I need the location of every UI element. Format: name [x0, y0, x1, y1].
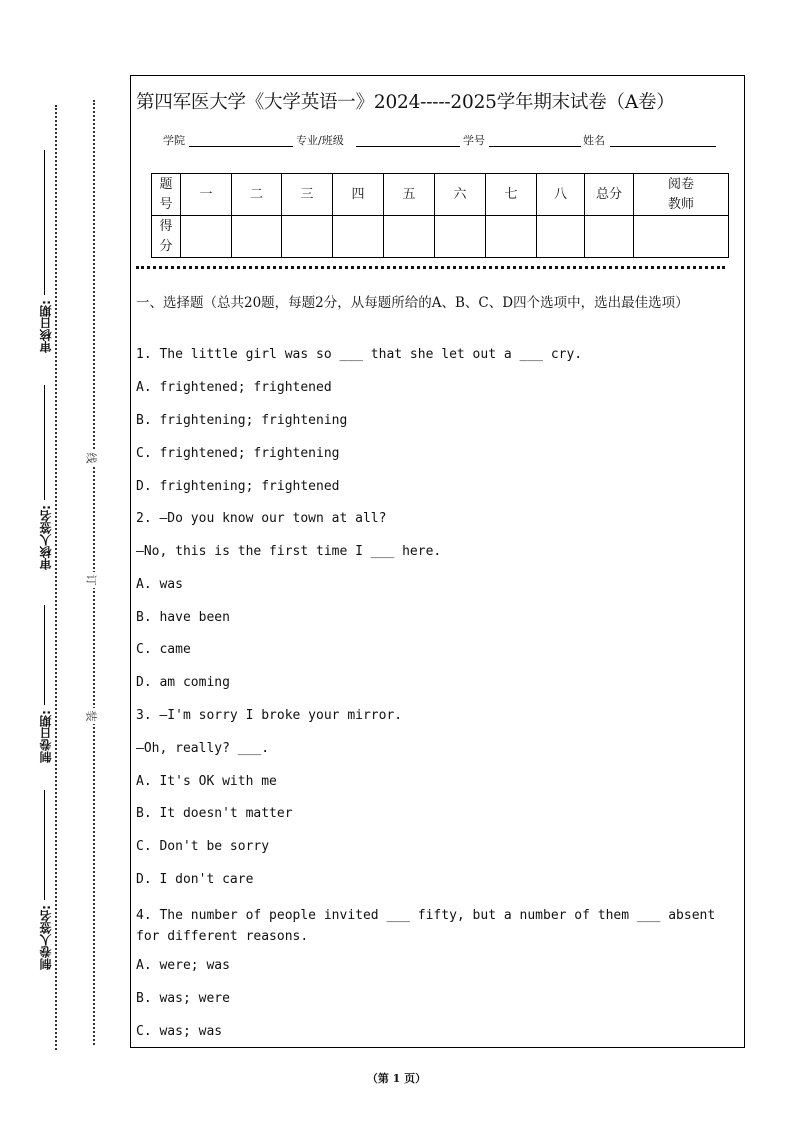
q4-option-b[interactable]: B. was; were — [136, 991, 230, 1006]
major-field[interactable] — [356, 146, 460, 147]
q4-option-a[interactable]: A. were; was — [136, 958, 230, 973]
q2-option-a[interactable]: A. was — [136, 577, 183, 592]
review-date-label: 审核日期: — [39, 300, 53, 353]
col-8: 八 — [537, 174, 585, 216]
q2-option-d[interactable]: D. am coming — [136, 675, 230, 690]
binding-char-staple: 订 — [86, 572, 97, 588]
score-cell-8[interactable] — [537, 216, 585, 258]
col-4: 四 — [333, 174, 384, 216]
q3-option-a[interactable]: A. It's OK with me — [136, 774, 277, 789]
score-cell-7[interactable] — [486, 216, 537, 258]
name-field[interactable] — [610, 146, 716, 147]
exam-title: 第四军医大学《大学英语一》2024-----2025学年期末试卷（A卷） — [136, 92, 675, 113]
q1-option-c[interactable]: C. frightened; frightening — [136, 446, 340, 461]
major-label: 专业/班级 — [296, 134, 344, 147]
col-2: 二 — [232, 174, 282, 216]
score-cell-5[interactable] — [384, 216, 435, 258]
score-table — [151, 173, 729, 258]
q1-stem: 1. The little girl was so ___ that she let out a ___ cry. — [136, 347, 583, 362]
maker-sign-label: 制卷人签名: — [39, 905, 53, 970]
col-6: 六 — [435, 174, 486, 216]
row-label-question-no: 题号 — [152, 174, 181, 216]
student-id-label: 学号 — [463, 134, 485, 147]
reviewer-sign-label: 审核人签名: — [39, 505, 53, 570]
separator-dots — [136, 266, 725, 269]
q3-stem-reply: —Oh, really? ___. — [136, 741, 270, 756]
q4-option-c[interactable]: C. was; was — [136, 1024, 223, 1039]
col-5: 五 — [384, 174, 435, 216]
binding-char-line: 线 — [86, 450, 97, 466]
score-cell-6[interactable] — [435, 216, 486, 258]
college-label: 学院 — [163, 134, 185, 147]
row-label-score: 得分 — [152, 216, 181, 258]
q2-option-c[interactable]: C. came — [136, 642, 191, 657]
score-cell-total[interactable] — [585, 216, 634, 258]
name-label: 姓名 — [583, 134, 605, 147]
score-cell-1[interactable] — [181, 216, 232, 258]
q1-option-b[interactable]: B. frightening; frightening — [136, 413, 348, 428]
q3-option-b[interactable]: B. It doesn't matter — [136, 806, 293, 821]
score-cell-4[interactable] — [333, 216, 384, 258]
q3-option-c[interactable]: C. Don't be sorry — [136, 839, 270, 854]
section-heading: 一、选择题（总共20题，每题2分，从每题所给的A、B、C、D四个选项中，选出最佳选项） — [136, 295, 689, 311]
reviewer-sign-line — [44, 385, 45, 500]
page-number: （第 1 页） — [366, 1072, 427, 1085]
score-cell-grader[interactable] — [634, 216, 729, 258]
q2-stem-reply: —No, this is the first time I ___ here. — [136, 544, 442, 559]
score-cell-2[interactable] — [232, 216, 282, 258]
col-7: 七 — [486, 174, 537, 216]
q3-option-d[interactable]: D. I don't care — [136, 872, 254, 887]
col-total: 总分 — [585, 174, 634, 216]
q2-stem: 2. —Do you know our town at all? — [136, 511, 387, 526]
binding-char-bind: 装 — [86, 708, 97, 724]
q1-option-a[interactable]: A. frightened; frightened — [136, 380, 332, 395]
college-field[interactable] — [189, 146, 293, 147]
student-id-field[interactable] — [489, 146, 581, 147]
col-grader: 阅卷教师 — [634, 174, 729, 216]
make-date-line — [44, 605, 45, 705]
q1-option-d[interactable]: D. frightening; frightened — [136, 479, 340, 494]
maker-sign-line — [44, 790, 45, 900]
score-cell-3[interactable] — [282, 216, 333, 258]
col-1: 一 — [181, 174, 232, 216]
col-3: 三 — [282, 174, 333, 216]
make-date-label: 制卷日期: — [39, 710, 53, 763]
q4-stem: 4. The number of people invited ___ fifty, but a number of them ___ absent for different reasons. — [136, 908, 716, 944]
q2-option-b[interactable]: B. have been — [136, 610, 230, 625]
q3-stem: 3. —I'm sorry I broke your mirror. — [136, 708, 403, 723]
review-date-line — [44, 150, 45, 295]
